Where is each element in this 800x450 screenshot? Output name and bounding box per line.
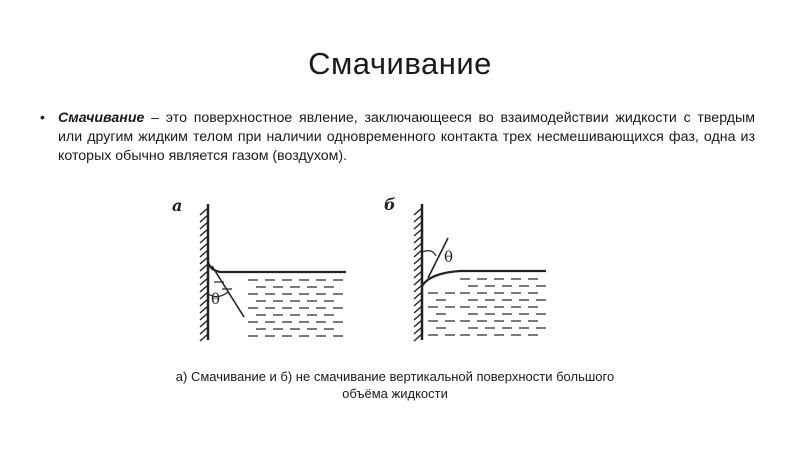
diagram-b	[384, 195, 546, 341]
caption-line-2: объёма жидкости	[342, 386, 448, 401]
definition-term: Смачивание	[58, 110, 145, 126]
theta-label-b: θ	[444, 248, 454, 266]
definition-text: – это поверхностное явление, заключающееся во взаимодействии жидкости с твердым или другим жидким телом при наличии одновременного контакта трех несмешивающихся фаз, одна из которых обычно является газом (воздухом).	[58, 110, 755, 164]
angle-arc-b	[422, 251, 436, 256]
slide-title: Смачивание	[308, 46, 492, 81]
liquid-body-b	[428, 279, 546, 335]
label-b: б	[384, 195, 396, 214]
caption-line-1: а) Смачивание и б) не смачивание вертикальной поверхности большого	[175, 369, 615, 384]
diagram-a	[172, 196, 346, 341]
liquid-body-a	[214, 280, 343, 336]
definition-paragraph	[40, 109, 755, 166]
bullet-marker: •	[40, 110, 45, 126]
label-a: а	[172, 196, 183, 215]
theta-label-a: θ	[211, 290, 221, 308]
figure-caption	[160, 368, 630, 402]
liquid-surface-a	[208, 262, 346, 272]
wetting-diagram	[160, 190, 560, 355]
